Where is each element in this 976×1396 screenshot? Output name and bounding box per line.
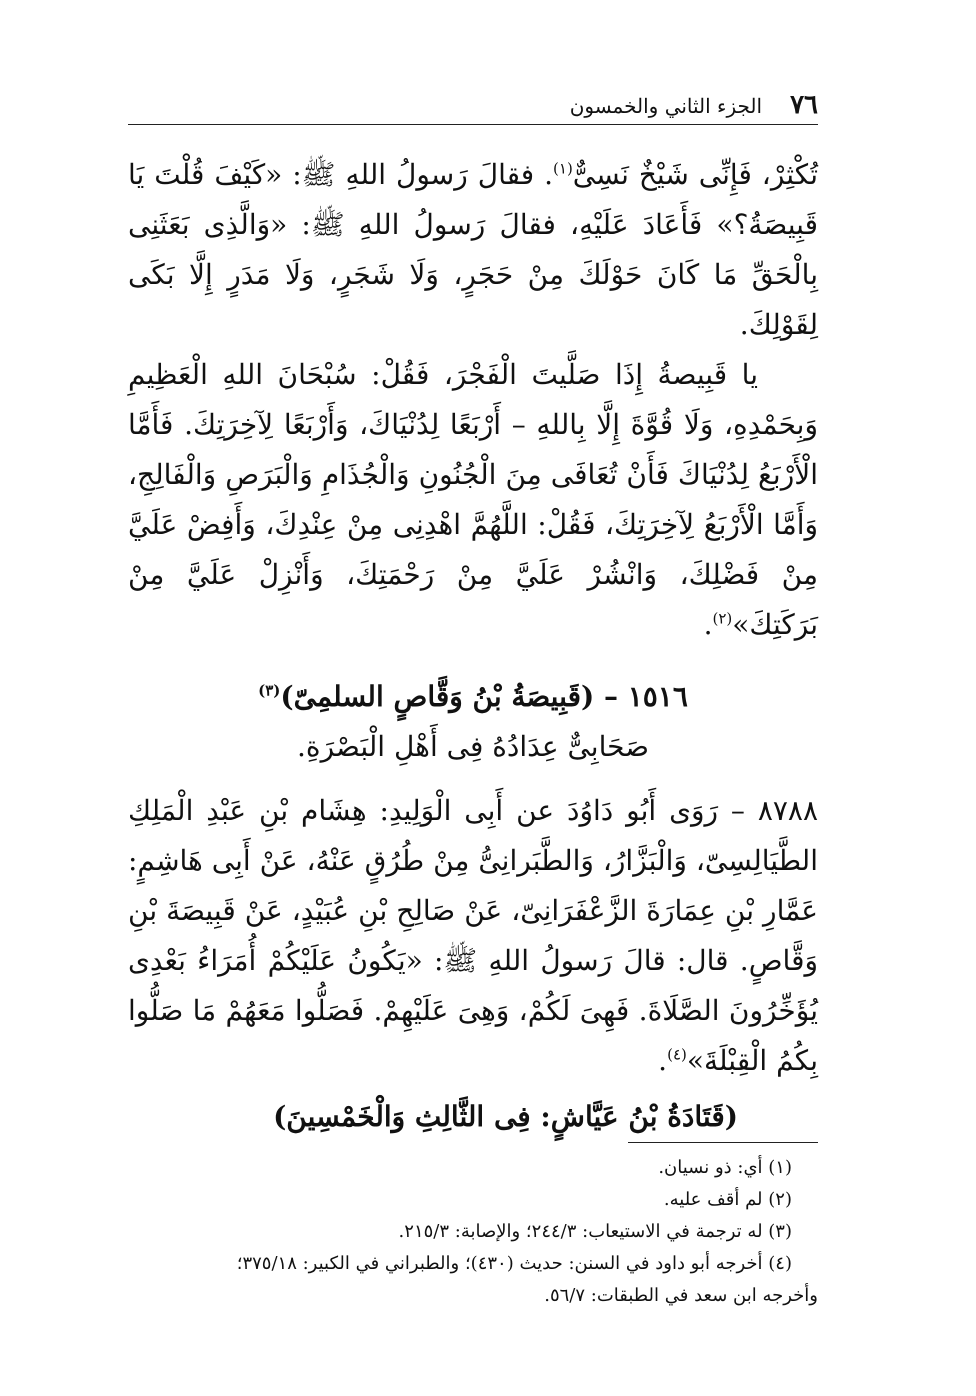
paragraph-1 xyxy=(128,150,818,350)
page-header xyxy=(128,84,818,125)
paragraph-3: ٨٧٨٨ – رَوَى أَبُو دَاوُدَ عن أَبِى الْوَلِيدِ: هِشَام بْنِ عَبْدِ الْمَلِكِ الطَّيَالِسِىّ، وَالْبَزَّارُ، وَالطَّبَرانِىُّ مِنْ طُرُقٍ عَنْهُ، عَنْ أَبِى هَاشِمٍ: عَمَّارِ بْنِ عِمَارَةَ الزَّعْفَرَانِىّ، عَنْ صَالِحِ بْنِ عُبَيْدٍ، عَنْ قَبِيصَةَ بْنِ وَقَّاصٍ. قال: قالَ رَسولُ اللهِ ﷺ: «يَكُونُ عَلَيْكُمْ أُمَرَاءُ بَعْدِى يُؤَخِّرُونَ الصَّلَاةَ. فَهِىَ لَكُمْ، وَهِىَ عَلَيْهِمْ. فَصَلُّوا مَعَهُمْ مَا صَلُّوا بِكُمُ الْقِبْلَةَ»$^{(٤)}$. xyxy=(128,794,818,1077)
page-number: ٧٦ xyxy=(790,90,818,120)
paragraph-2-text: يا قَبِيصةُ إِذَا صَلَّيتَ الْفَجْرَ، فَقُلْ: سُبْحَانَ اللهِ الْعَظِيمِ وَبِحَمْدِهِ، وَلَا قُوَّةَ إِلَّا بِاللهِ – أَرْبَعًا لِدُنْيَاكَ، وَأَرْبَعًا لِآخِرَتِكَ. فَأَمَّا الْأَرْبَعُ لِدُنْيَاكَ فَأَنْ تُعَافَى مِنَ الْجُنُونِ وَالْجُذَامِ وَالْبَرَصِ وَالْفَالِجِ، وَأَمَّا الْأَرْبَعُ لِآخِرَتِكَ، فَقُلْ: اللَّهُمَّ اهْدِنِى مِنْ عِنْدِكَ، وَأَفِضْ عَلَيَّ مِنْ فَضْلِكَ، وَانْشُرْ عَلَيَّ مِنْ رَحْمَتِكَ، وَأَنْزِلْ عَلَيَّ مِنْ بَرَكَتِكَ» xyxy=(128,358,818,641)
footnote-ref-3: (٣) xyxy=(258,681,281,700)
entry-heading-text: ١٥١٦ – (قَبِيصَةُ بْنُ وَقَّاصٍ السلمِىّ) xyxy=(280,680,688,713)
main-text xyxy=(128,150,818,1142)
entry-heading xyxy=(128,672,818,722)
footnote-3: (٣) له ترجمة في الاستيعاب: ٢٤٤/٣؛ والإصابة: ٢١٥/٣. xyxy=(398,1221,792,1242)
paragraph-1-start: تُكْثِرْ، فَإِنِّى شَيْخٌ نَسِىٌّ xyxy=(572,158,818,191)
entry-subheading: صَحَابِىٌّ عِدَادُهُ فِى أَهْلِ الْبَصْرَةِ. xyxy=(297,730,649,763)
paragraph-3-text: ٨٧٨٨ – رَوَى أَبُو دَاوُدَ عن أَبِى الْوَلِيدِ: هِشَام بْنِ عَبْدِ الْمَلِكِ الطَّيَالِسِىّ، وَالْبَزَّارُ، وَالطَّبَرانِىُّ مِنْ طُرُقٍ عَنْهُ، عَنْ أَبِى هَاشِمٍ: عَمَّارِ بْنِ عِمَارَةَ الزَّعْفَرَانِىّ، عَنْ صَالِحِ بْنِ عُبَيْدٍ، عَنْ قَبِيصَةَ بْنِ وَقَّاصٍ. قال: قالَ رَسولُ اللهِ ﷺ: «يَكُونُ عَلَيْكُمْ أُمَرَاءُ بَعْدِى يُؤَخِّرُونَ الصَّلَاةَ. فَهِىَ لَكُمْ، وَهِىَ عَلَيْهِمْ. فَصَلُّوا مَعَهُمْ مَا صَلُّوا بِكُمُ الْقِبْلَةَ» xyxy=(128,794,818,1077)
footnote-ref-1: (١) xyxy=(553,159,573,178)
paragraph-2: يا قَبِيصةُ إِذَا صَلَّيتَ الْفَجْرَ، فَقُلْ: سُبْحَانَ اللهِ الْعَظِيمِ وَبِحَمْدِهِ، وَلَا قُوَّةَ إِلَّا بِاللهِ – أَرْبَعًا لِدُنْيَاكَ، وَأَرْبَعًا لِآخِرَتِكَ. فَأَمَّا الْأَرْبَعُ لِدُنْيَاكَ فَأَنْ تُعَافَى مِنَ الْجُنُونِ وَالْجُذَامِ وَالْبَرَصِ وَالْفَالِجِ، وَأَمَّا الْأَرْبَعُ لِآخِرَتِكَ، فَقُلْ: اللَّهُمَّ اهْدِنِى مِنْ عِنْدِكَ، وَأَفِضْ عَلَيَّ مِنْ فَضْلِكَ، وَانْشُرْ عَلَيَّ مِنْ رَحْمَتِكَ، وَأَنْزِلْ عَلَيَّ مِنْ بَرَكَتِكَ»$^{(٢)}$. xyxy=(128,358,818,641)
footnotes xyxy=(128,1152,818,1312)
footnote-4-continued: وأخرجه ابن سعد في الطبقات: ٥٦/٧. xyxy=(544,1285,818,1306)
footnote-ref-4: (٤) xyxy=(667,1045,687,1064)
footnote-1: (١) أي: ذو نسيان. xyxy=(658,1157,792,1178)
cross-reference: (قَتَادَةُ بْنُ عَيَّاشٍ: فِى الثَّالِثِ وَالْخَمْسِينَ) xyxy=(273,1100,738,1133)
footnote-4: (٤) أخرجه أبو داود في السنن: حديث (٤٣٠)؛ والطبراني في الكبير: ٣٧٥/١٨؛ xyxy=(236,1253,792,1274)
running-title: الجزء الثاني والخمسون xyxy=(569,94,763,118)
footnote-ref-2: (٢) xyxy=(712,609,733,628)
footnote-separator xyxy=(628,1142,818,1143)
paragraph-1-rest: . فقالَ رَسولُ اللهِ ﷺ: «كَيْفَ قُلْتَ يَا قَبِيصَةُ؟» فَأَعَادَ عَلَيْهِ، فقالَ رَسولُ اللهِ ﷺ: «وَالَّذِى بَعَثَنِى بِالْحَقِّ مَا كَانَ حَوْلَكَ مِنْ حَجَرٍ، وَلَا شَجَرٍ، وَلَا مَدَرٍ إِلَّا بَكَى لِقَوْلِكَ. xyxy=(128,158,818,341)
footnote-2: (٢) لم أقف عليه. xyxy=(663,1189,792,1210)
